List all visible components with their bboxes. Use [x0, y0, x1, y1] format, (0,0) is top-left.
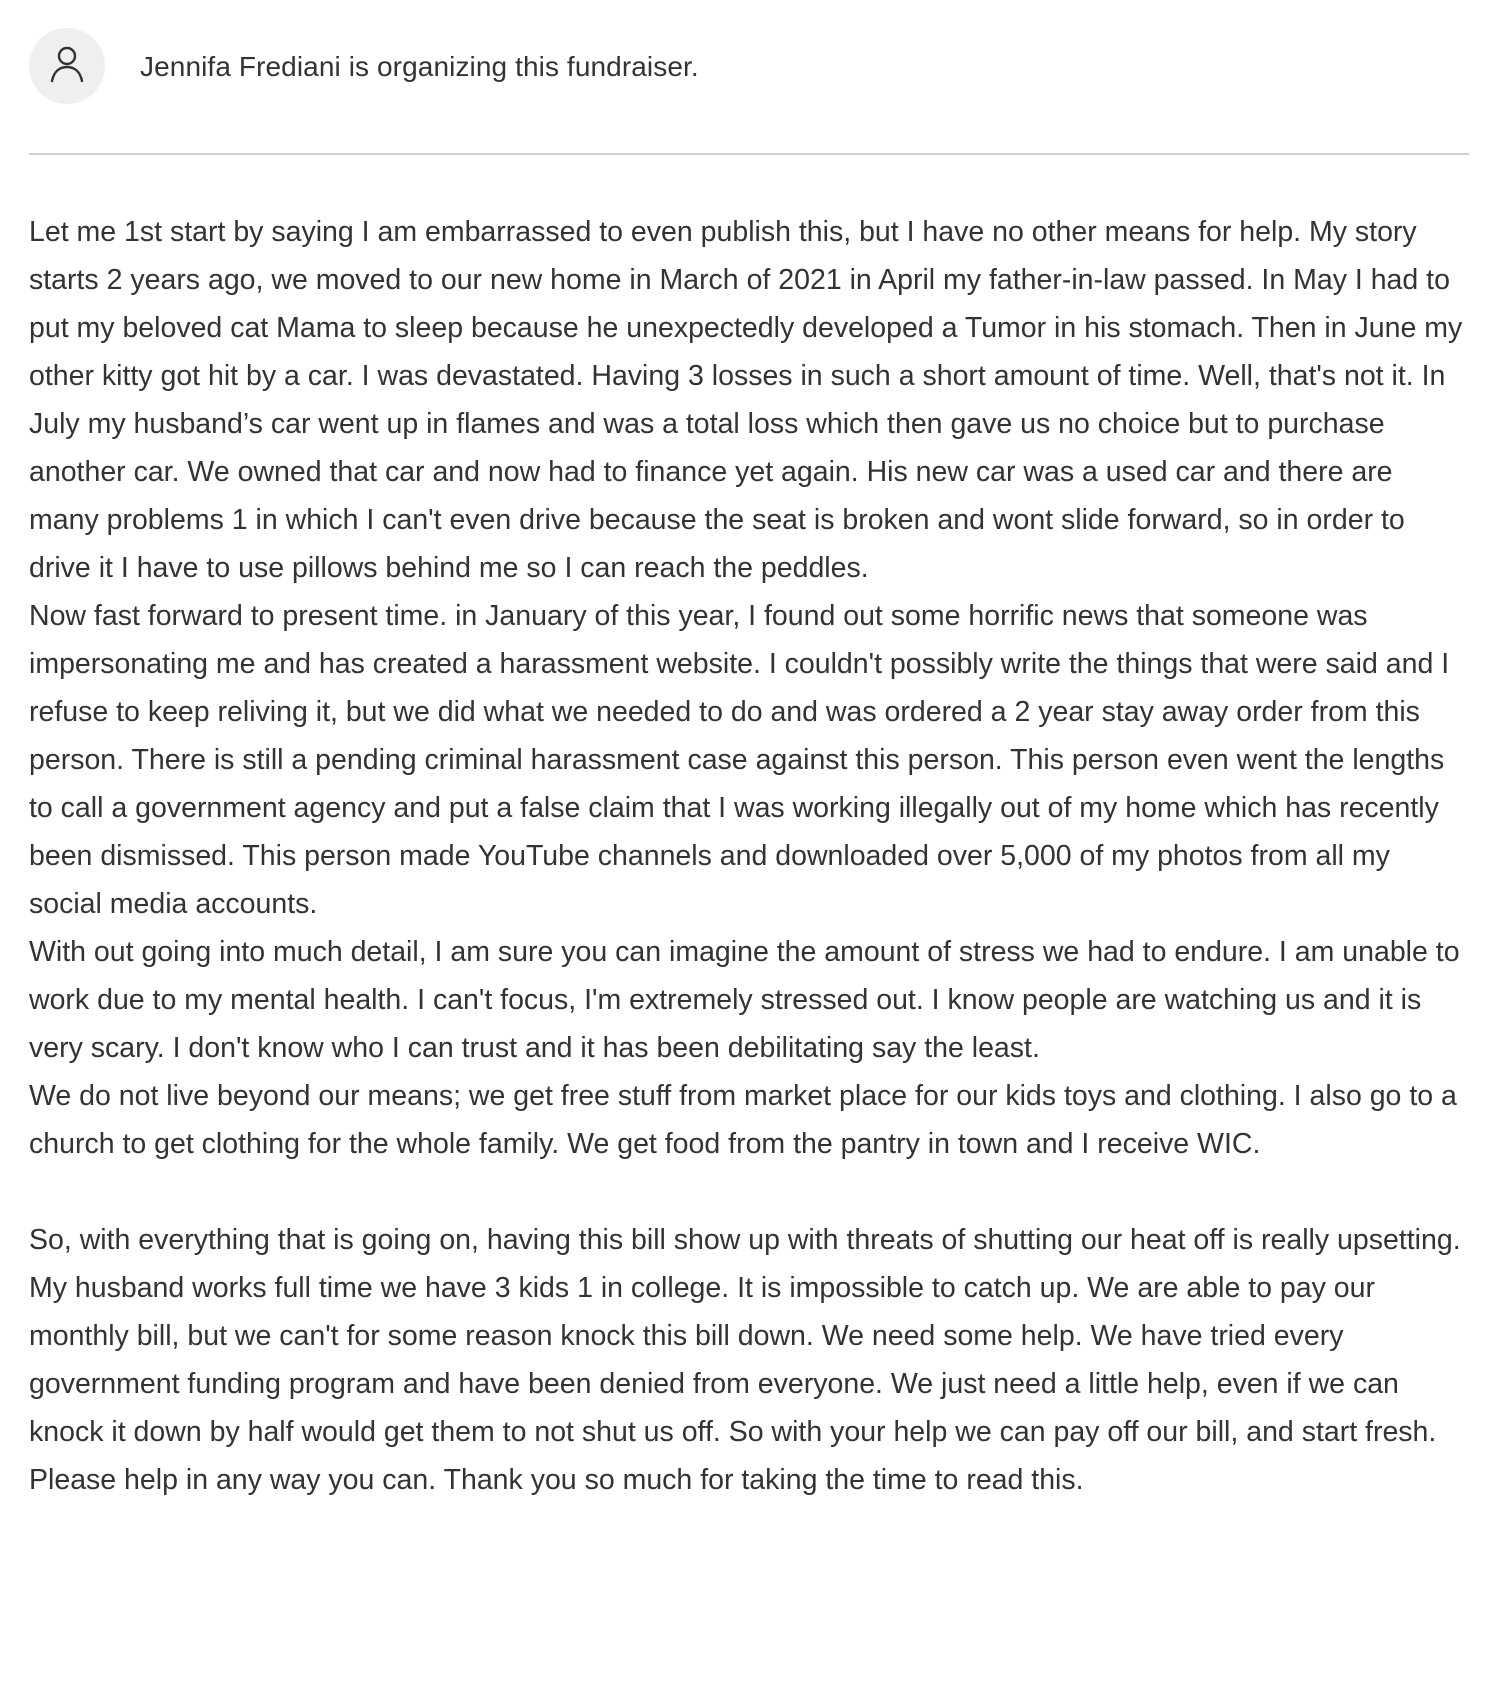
story-paragraph: Let me 1st start by saying I am embarrassed to even publish this, but I have no other means for help. My story starts 2 years ago, we moved to our new home in March of 2021 in April my father-in-law passed. In May I had to put my beloved cat Mama to sleep because he unexpectedly developed a Tumor in his stomach. Then in June my other kitty got hit by a car. I was devastated. Having 3 losses in such a short amount of time. Well, that's not it. In July my husband’s car went up in flames and was a total loss which then gave us no choice but to purchase another car. We owned that car and now had to finance yet again. His new car was a used car and there are many problems 1 in which I can't even drive because the seat is broken and wont slide forward, so in order to drive it I have to use pillows behind me so I can reach the peddles.: [29, 216, 1463, 584]
divider: [29, 153, 1469, 155]
story-paragraph: With out going into much detail, I am sure you can imagine the amount of stress we had to endure. I am unable to work due to my mental health. I can't focus, I'm extremely stressed out. I know people are watching us and it is very scary. I don't know who I can trust and it has been debilitating say the least.: [29, 936, 1460, 1064]
story-body: [29, 208, 1469, 1504]
story-paragraph: We do not live beyond our means; we get free stuff from market place for our kids toys and clothing. I also go to a church to get clothing for the whole family. We get food from the pantry in town and I receive WIC.: [29, 1080, 1457, 1160]
organizer-text: Jennifa Frediani is organizing this fundraiser.: [140, 51, 699, 82]
story-paragraph: So, with everything that is going on, having this bill show up with threats of shutting our heat off is really upsetting. My husband works full time we have 3 kids 1 in college. It is impossible to catch up. We are able to pay our monthly bill, but we can't for some reason knock this bill down. We need some help. We have tried every government funding program and have been denied from everyone. We just need a little help, even if we can knock it down by half would get them to not shut us off. So with your help we can pay off our bill, and start fresh.: [29, 1224, 1461, 1448]
avatar: [29, 28, 105, 104]
story-paragraph: Now fast forward to present time. in January of this year, I found out some horrific news that someone was impersonating me and has created a harassment website. I couldn't possibly write the things that were said and I refuse to keep reliving it, but we did what we needed to do and was ordered a 2 year stay away order from this person. There is still a pending criminal harassment case against this person. This person even went the lengths to call a government agency and put a false claim that I was working illegally out of my home which has recently been dismissed. This person made YouTube channels and downloaded over 5,000 of my photos from all my social media accounts.: [29, 600, 1450, 920]
organizer-row: [29, 0, 1351, 134]
story-paragraph: Please help in any way you can. Thank you so much for taking the time to read this.: [29, 1464, 1084, 1496]
paragraph-spacer: [29, 1168, 1469, 1216]
user-icon: [44, 41, 90, 92]
